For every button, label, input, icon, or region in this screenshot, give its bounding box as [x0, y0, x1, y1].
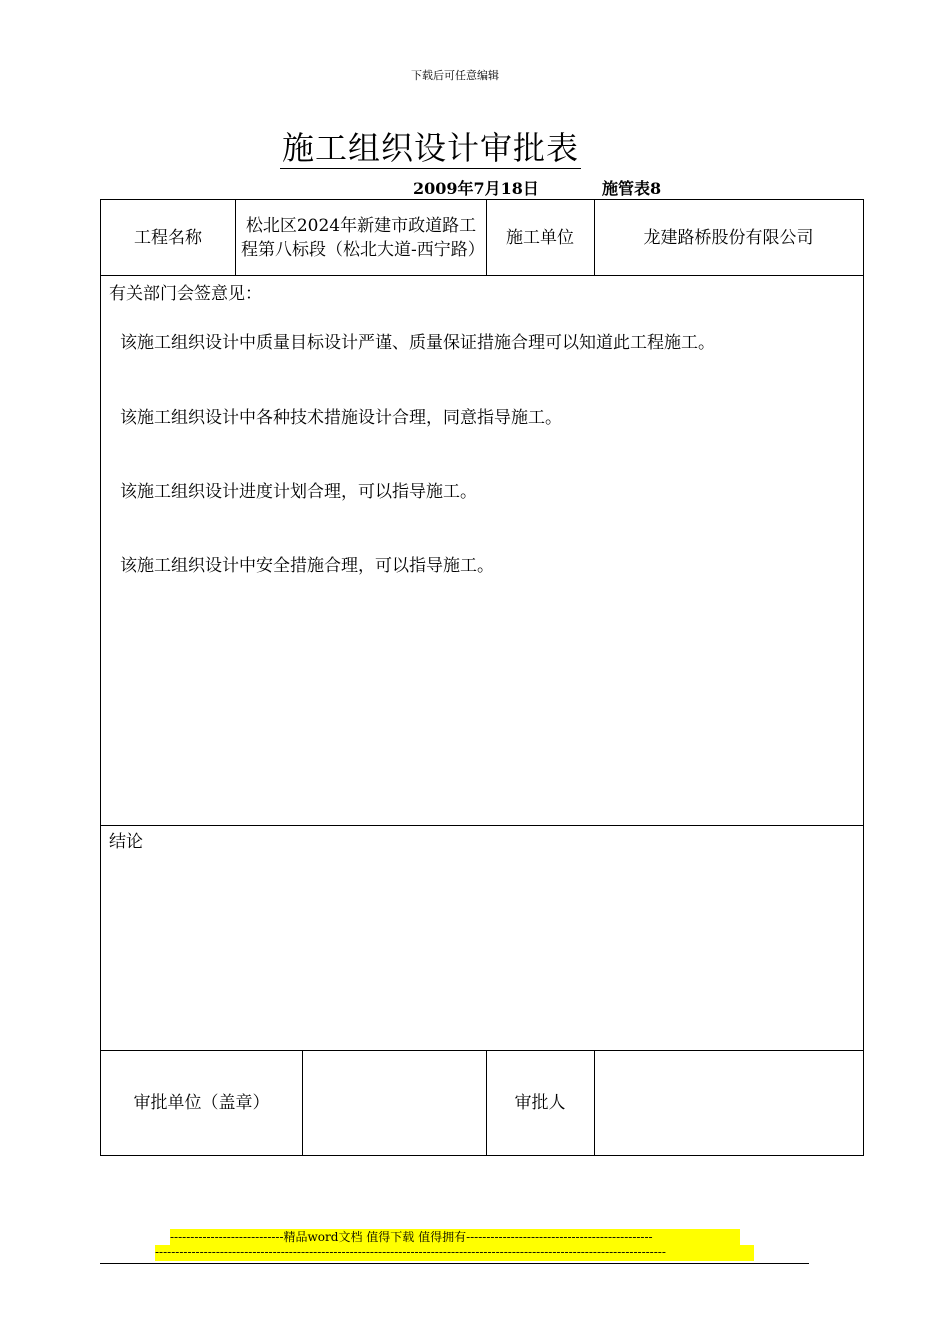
opinions-label: 有关部门会签意见：	[109, 284, 262, 304]
column-divider	[235, 200, 236, 275]
header-note: 下载后可任意编辑	[411, 69, 499, 82]
approver-signature-field[interactable]	[594, 1050, 863, 1156]
row-divider	[101, 825, 863, 826]
approval-form-table	[100, 199, 864, 1156]
conclusion-label: 结论	[109, 832, 143, 852]
approver-label: 审批人	[514, 1093, 566, 1113]
form-date: 2009年7月18日	[413, 179, 539, 198]
opinion-item: 该施工组织设计中质量目标设计严谨、质量保证措施合理可以知道此工程施工。	[120, 333, 715, 353]
project-name-label: 工程名称	[134, 227, 202, 248]
footer-banner-line2: ------------------------------------------------------------------------------------------------------------------------------	[155, 1245, 754, 1261]
opinion-item: 该施工组织设计中各种技术措施设计合理，同意指导施工。	[120, 408, 562, 428]
approval-unit-seal-field[interactable]	[302, 1050, 486, 1156]
footer-rule	[100, 1263, 809, 1264]
opinion-item: 该施工组织设计中安全措施合理，可以指导施工。	[120, 556, 494, 576]
approval-unit-label: 审批单位（盖章）	[133, 1093, 270, 1113]
construction-unit-value: 龙建路桥股份有限公司	[643, 227, 814, 248]
form-number: 施管表8	[602, 179, 662, 198]
opinion-item: 该施工组织设计进度计划合理，可以指导施工。	[120, 482, 477, 502]
footer-banner-line1: ----------------------------精品word文档 值得下载 值得拥有----------------------------------------------	[170, 1229, 740, 1245]
construction-unit-label: 施工单位	[506, 227, 574, 248]
row-divider	[101, 275, 863, 276]
project-name-value: 松北区2024年新建市政道路工程第八标段（松北大道-西宁路）	[241, 215, 485, 260]
form-title: 施工组织设计审批表	[282, 129, 580, 167]
